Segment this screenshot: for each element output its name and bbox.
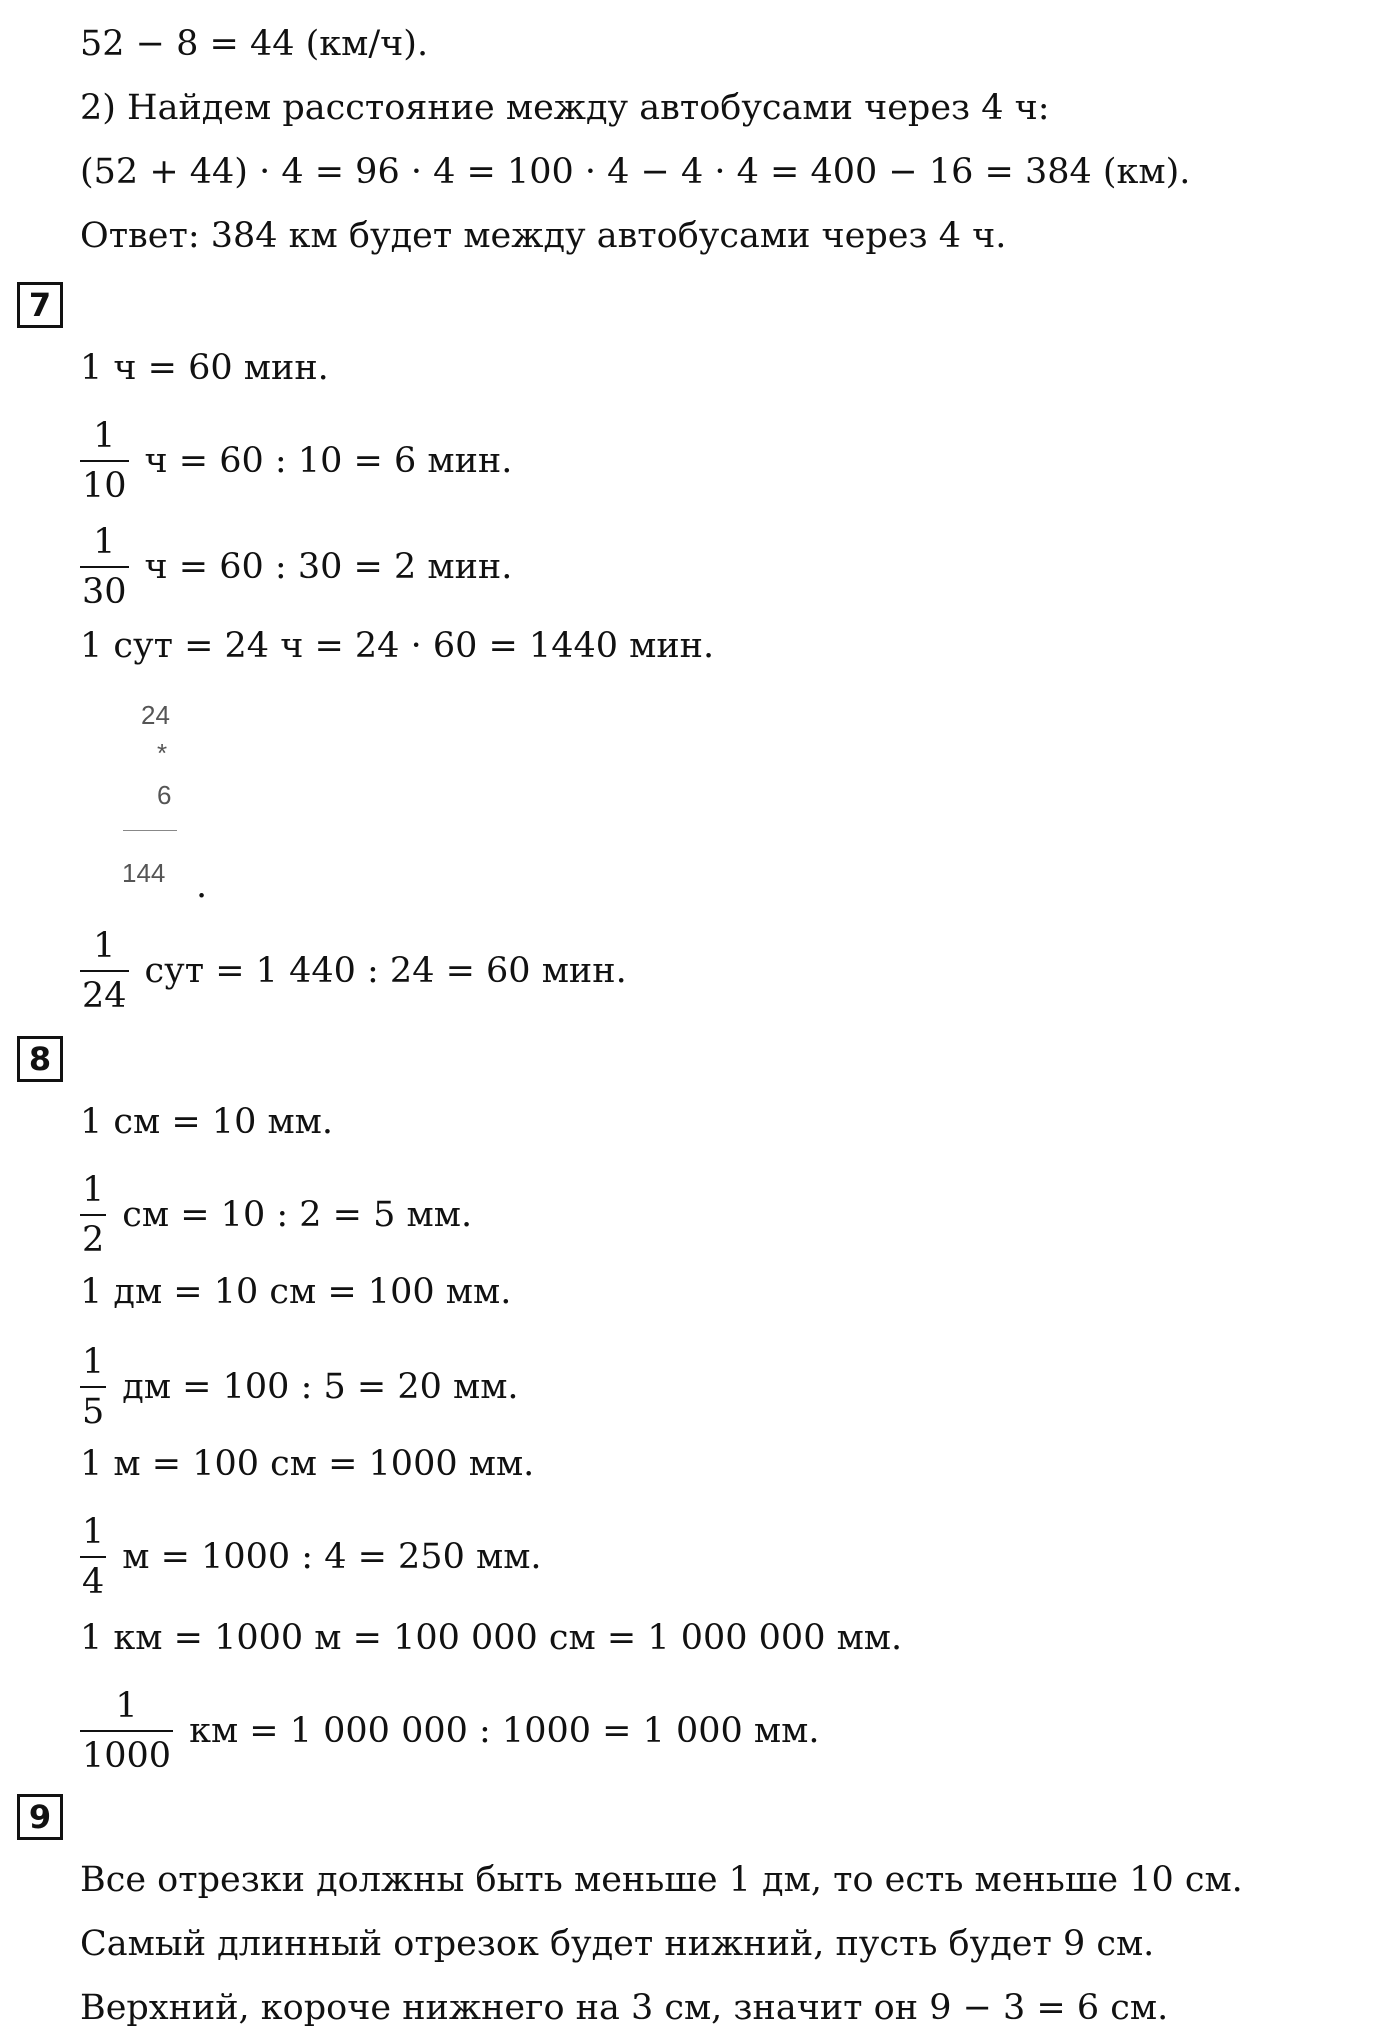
numerator: 1 — [82, 1342, 105, 1382]
multiplicand: 24 — [141, 700, 170, 730]
denominator: 4 — [80, 1556, 106, 1606]
fraction — [80, 1338, 106, 1436]
multiplier: 6 — [157, 780, 172, 810]
product: 144 — [122, 858, 166, 888]
numerator: 1 — [82, 1512, 105, 1552]
fraction-line — [80, 922, 627, 1020]
solution-line: 1 см = 10 мм. — [80, 1102, 334, 1142]
denominator: 24 — [80, 970, 129, 1020]
fraction-expression: км = 1 000 000 : 1000 = 1 000 мм. — [189, 1711, 820, 1751]
fraction-expression: дм = 100 : 5 = 20 мм. — [122, 1367, 519, 1407]
fraction — [80, 1508, 106, 1606]
denominator: 2 — [80, 1214, 106, 1264]
fraction — [80, 412, 129, 510]
numerator: 1 — [93, 416, 116, 456]
trailing-dot: . — [196, 866, 208, 906]
fraction-line — [80, 412, 512, 510]
column-divider — [123, 830, 177, 831]
fraction-expression: ч = 60 : 10 = 6 мин. — [144, 441, 513, 481]
solution-line: 1 м = 100 см = 1000 мм. — [80, 1444, 535, 1484]
fraction-line — [80, 518, 512, 616]
numerator: 1 — [82, 1170, 105, 1210]
denominator: 10 — [80, 460, 129, 510]
solution-line: 1 ч = 60 мин. — [80, 348, 329, 388]
denominator: 30 — [80, 566, 129, 616]
fraction-line — [80, 1166, 472, 1264]
answer-line: Ответ: 384 км будет между автобусами через 4 ч. — [80, 216, 1007, 256]
denominator: 1000 — [80, 1730, 173, 1780]
multiply-sign: * — [157, 738, 168, 768]
numerator: 1 — [93, 926, 116, 966]
numerator: 1 — [93, 522, 116, 562]
denominator: 5 — [80, 1386, 106, 1436]
fraction-line — [80, 1682, 819, 1780]
task-number-7: 7 — [17, 282, 63, 328]
fraction — [80, 518, 129, 616]
fraction-expression: ч = 60 : 30 = 2 мин. — [144, 547, 513, 587]
solution-line: 2) Найдем расстояние между автобусами через 4 ч: — [80, 88, 1050, 128]
fraction-line — [80, 1508, 542, 1606]
fraction — [80, 922, 129, 1020]
solution-line: 1 сут = 24 ч = 24 · 60 = 1440 мин. — [80, 626, 715, 666]
numerator: 1 — [115, 1686, 138, 1726]
solution-line: Самый длинный отрезок будет нижний, пусть будет 9 см. — [80, 1924, 1155, 1964]
fraction-expression: м = 1000 : 4 = 250 мм. — [122, 1537, 542, 1577]
fraction — [80, 1166, 106, 1264]
fraction-expression: сут = 1 440 : 24 = 60 мин. — [144, 951, 627, 991]
solution-line: 1 дм = 10 см = 100 мм. — [80, 1272, 512, 1312]
solution-line: Верхний, короче нижнего на 3 см, значит он 9 − 3 = 6 см. — [80, 1988, 1169, 2028]
solution-line: (52 + 44) · 4 = 96 · 4 = 100 · 4 − 4 · 4 = 400 − 16 = 384 (км). — [80, 152, 1191, 192]
fraction-expression: см = 10 : 2 = 5 мм. — [122, 1195, 473, 1235]
solution-line: 52 − 8 = 44 (км/ч). — [80, 24, 429, 64]
solution-line: Все отрезки должны быть меньше 1 дм, то есть меньше 10 см. — [80, 1860, 1243, 1900]
task-number-8: 8 — [17, 1036, 63, 1082]
solution-line: 1 км = 1000 м = 100 000 см = 1 000 000 мм. — [80, 1618, 903, 1658]
task-number-9: 9 — [17, 1794, 63, 1840]
fraction — [80, 1682, 173, 1780]
fraction-line — [80, 1338, 519, 1436]
